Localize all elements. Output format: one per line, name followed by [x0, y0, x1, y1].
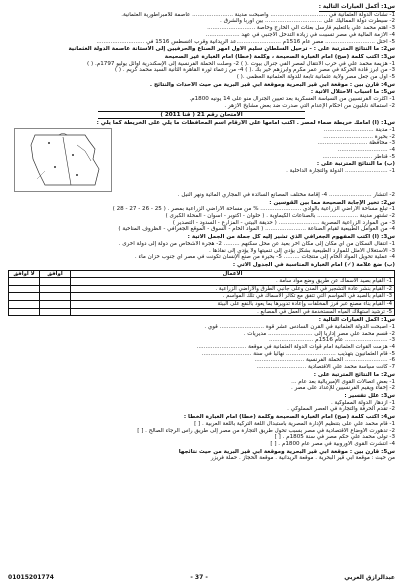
s2-map-item: 3- محافظة ............................: [317, 140, 395, 147]
table-row: [9, 308, 395, 316]
s3-q1-item: 1- أصبحت الدولة العثمانية في القرن السادس عشر قوة ......................... قوي .: [204, 323, 395, 330]
s3-q2-heading: س2: ما النتائج المترتبة على :: [313, 371, 395, 378]
s3-q4-item: 2- تدهورت الأوضاع الاقتصادية في مصر بسبب تحول طريق التجارة من مصر إلى طريق رأس الرجاء الصالح . [ ]: [137, 427, 395, 434]
s2-q1-heading: س1: (أ) أمامك خريطة صماء لمصر . اكتب أمامها على الأرقام اسم المحافظات ما يلي على الخريطة كما يلي :: [96, 120, 395, 127]
table-row: [9, 278, 395, 286]
s2-q3-item: 3- الاستغلال الأمثل للموارد الطبيعية بشكل يؤدي إلى تنميتها ولا يؤدي إلى نفاذها .: [208, 247, 395, 254]
s2-q3-item: 4- عملية تحويل المواد الخام إلى منتجات ......... 5- بحيرة من صنع الإنسان تكونت في مصر أي جنوب خزان ماء .: [134, 254, 395, 261]
s2-q2-heading: س2: تخير الإجابة الصحيحة مما بين القوسين :: [269, 199, 395, 206]
s3-q1-item: 5- قام العثمانيون بتهذيب ............................ نهائياً في سنة ............................: [201, 350, 395, 357]
s1-q3-item: 1- هزيمة محمد علي في حرب الانتقال لمصر ألفي جنرال بيوت .( ) 2- وصلت الحملة الفرنسية إلى الإسكندرية أوائل يوليو 1797م. ( ): [87, 60, 395, 67]
phone-number: 01015201774: [8, 574, 54, 582]
page-footer: [8, 575, 395, 582]
table-row: [9, 285, 395, 293]
s2-q2-item: 2- تشتهر مدينة ....................... بالصناعات الكيماوية . ( حلوان - أكتوبر - أسوان - المحلة الكبرى ): [165, 213, 395, 220]
s2-q2-item: 3- من الموارد الزراعية المصرية ....................... ( حديقة البيتي - المزارع - السدود - التصدير ): [172, 219, 395, 226]
exam-title: الامتحان رقم 21 ( قنا 2011 ): [98, 111, 305, 120]
disagree-cell[interactable]: [9, 308, 40, 316]
s1-q3-item: 3- من أبرز قادة الحركة في مصر عمر مكرم وأبرزهم خير بك .( ) 4- من زعماء ثورة القاهرة الثانية السيد محمد كريم . ( ): [114, 67, 395, 74]
s1-q1-item: 1- نشأت الدولة العثمانية في ................................ وأصبحت مدينة ....................... عاصمة للامبراطورية العثمانية.: [121, 11, 395, 18]
s1-q1-item: 3- اهتم محمد علي بالتعليم فأرسل بعثات الي الخارج وخاصة ...........................: [207, 25, 395, 32]
s2-map-item: 4- ............................: [337, 147, 395, 154]
map-outline-icon: [15, 129, 111, 191]
s2-q3-heading: س3: (أ) اكتب المفهوم الجغرافي الذي تشير إليه كل جملة من الجمل الآتية :: [187, 234, 395, 241]
s3-q1-item: 2- قسم محمد علي مصر إدارياً إلى ......................... مديريات .: [243, 330, 395, 337]
table-row: [9, 301, 395, 309]
disagree-cell[interactable]: [9, 293, 40, 301]
disagree-cell[interactable]: [9, 285, 40, 293]
s2-q2-item: 4- من العوامل الطبيعية لقيام الصناعة ....................... ( المواد الخام - السوق - الموقع الجغرافي - الظروف المناخية ): [118, 226, 395, 233]
s3-q1-heading: س1: أكمل العبارات التالية :: [318, 317, 395, 324]
s1-q5-item: 2- استمالة نابليون من أحكام الإعدام التي صدرت ضد بعض مشايخ الأزهر .: [224, 102, 395, 109]
table-cell-action: 3- القيام بالصيد في المواسم التي تتفق مع تكاثر الأسماك في تلك المواسم .: [71, 293, 395, 301]
table-header-row: [9, 270, 395, 278]
s1-q1-item: 4- الأزمة المالية في مصر تسببت في زيادة التدخل الأجنبي في عهد ...................: [205, 31, 395, 38]
s1-q3-heading: س3: اكتب كلمة (صح) أمام العبارة الصحيحة ، وكلمة (خطأ) أمام العبارة غير الصحيحة: [164, 53, 395, 60]
section-3: [8, 317, 395, 462]
table-header-agree: أوافق: [40, 270, 71, 278]
agree-cell[interactable]: [40, 285, 71, 293]
s3-q1-item: 6- ........................ الحملة الفرنسية ............................: [254, 357, 395, 364]
s1-q2-heading: س2: ما النتائج المترتبة على : - ترحيل السلطان سليم الأول أمهر الصناع والحرفيين إلى الأستانة عاصمة الدولة العثمانية: [68, 46, 395, 53]
s2-q1b-item: 2- انتشار ........................ 4- إقامة مختلف المصانع السائدة في المجاري المائية ونهر النيل .: [177, 191, 395, 198]
s2-map-item: 1- مدينة ............................: [323, 126, 395, 133]
s3-q3-heading: س3: علل تفسير :: [344, 392, 395, 399]
table-cell-action: 2- القيام بنشر عادة التشجير في المدن وعلى جانبي الطرق والأراضي الزراعية .: [71, 285, 395, 293]
s3-q5-item: من حيث : موقعة أبي قير البحرية . موقعة الريدانية . موقعة الحجاز . حملة فريزر: [210, 455, 395, 462]
table-cell-action: 5- ترشيد استهلاك المياه المستخدمة في العمل في المصانع .: [71, 308, 395, 316]
page-number: - 37 -: [190, 574, 208, 582]
disagree-cell[interactable]: [9, 278, 40, 286]
table-row: [9, 293, 395, 301]
s3-q1-item: 7- كانت سياسة محمد علي الاقتصادية ............................: [256, 364, 395, 371]
s1-q1-item: 5- احتل ............................ مصر عام 1516م .........................عد الريدانية وقرب أغسطس 1516 في ...........................: [96, 38, 395, 45]
s1-q5-heading: س5: ما أسباب الاحتلال الآتية :: [310, 89, 395, 96]
agree-cell[interactable]: [40, 278, 71, 286]
s2-q3-item: 1- انتقال السكان من أي مكان إلى مكان آخر بعيد عن محل سكنهم ......... 2- هجرة الأشخاص من دولة إلى دولة أخرى .: [118, 240, 395, 247]
egypt-blank-map: [14, 128, 112, 192]
agree-cell[interactable]: [40, 301, 71, 309]
table-cell-action: 4- القيام بناء مصنع عبر فرز المخلفات وإعادة تدويرها بما يعود بالنفع على البيئة: [71, 301, 395, 309]
disagree-cell[interactable]: [9, 301, 40, 309]
s1-q1-heading: س1: أكمل العبارات التالية :: [318, 4, 395, 10]
s1-q1-item: 2- سيطرت دولة المماليك على ................................ بين أوربا والشرق .: [220, 18, 395, 25]
agree-disagree-table: [8, 270, 395, 317]
s2-q2-item: 1- تبلغ مساحة الأراضي الزراعية بالوادي ....................... % من مساحة الأراضي الزراعية بمصر . ( 25 - 26 - 27 - 28 ): [112, 206, 395, 213]
s2-q1b-heading: (ب) ما النتائج المترتبة على :: [316, 161, 395, 168]
s3-q3-item: 1- ازدهار الدولة المملوكية .: [331, 399, 395, 406]
s2-q1b-item: 1- ........................ الدولة والتجارة الداخلية .: [286, 168, 395, 175]
author-name: عبدالرازق العربي: [344, 574, 395, 582]
s2-map-item: 5- قناطر ............................: [322, 153, 395, 160]
agree-cell[interactable]: [40, 308, 71, 316]
s3-q4-item: 4- انتشرت القوى الأوروبية في مصر عام 1800م . [ ]: [270, 440, 395, 447]
s3-q1-item: 3- ........................ عام 1516م .........................: [268, 337, 395, 344]
s1-q5-item: 1- أكثرت الفرنسيين من السياسة العسكرية بعد تعيين الجنرال منو على 14 يونيه 1800م.: [189, 96, 395, 103]
table-header-actions: الأعمال: [71, 270, 395, 278]
section-2: [8, 120, 395, 316]
s2-map-item: 2- بحيرة ............................: [323, 133, 395, 140]
section-1: [8, 4, 395, 110]
s2-q3b-heading: (ب) ضع علامة (✓) أمام العبارة المناسبة في الجدول الآتي :: [232, 261, 395, 268]
agree-cell[interactable]: [40, 293, 71, 301]
table-header-disagree: لا أوافق: [9, 270, 40, 278]
s3-q4-heading: س4: اكتب كلمة (صح) أمام العبارة الصحيحة وكلمة (خطأ) أمام العبارة الخطأ :: [183, 414, 395, 421]
s3-q5-heading: س5: قارن بين : موقعة أبي قير البحرية وموقعة أبي قير البرية من حيث نتائجها: [178, 448, 395, 455]
s1-q4-heading: س4: قارن بين : موقعة أبي قير البحرية وموقعة أبي قير البرية من حيث الأحداث والنتائج .: [149, 81, 395, 88]
table-cell-action: 1- القيام بصيد الأسماك عن طريق وضع مواد سامة .: [71, 278, 395, 286]
s3-q3-item: 2- تقدم الحرفة والتجارة في العصر المملوكي .: [287, 406, 395, 413]
s1-q3-item: 5- أول من جعل مصر ولاية عثمانية تابعة للدولة العثمانية العظمى .( ): [236, 74, 395, 81]
s3-q2-item: 1- بعض اتصالات القوى الإمبريالية بعد عام ...: [291, 378, 395, 385]
s3-q4-item: 1- قام محمد علي على بتنظيم الإدارة المصرية باستبدال اللغة التركية باللغة العربية . [ ]: [194, 420, 395, 427]
s3-q4-item: 3- تولى محمد علي حكم مصر في سنة 1805م . [ ]: [274, 434, 395, 441]
s3-q2-item: 2- إخفاء ويقيم الفرنسيين للإعداد على مصر .: [291, 385, 395, 392]
s3-q1-item: 4- هزمت القوات العثمانية أمام قوات الدولة العثمانية في موقعة ............................: [196, 344, 395, 351]
